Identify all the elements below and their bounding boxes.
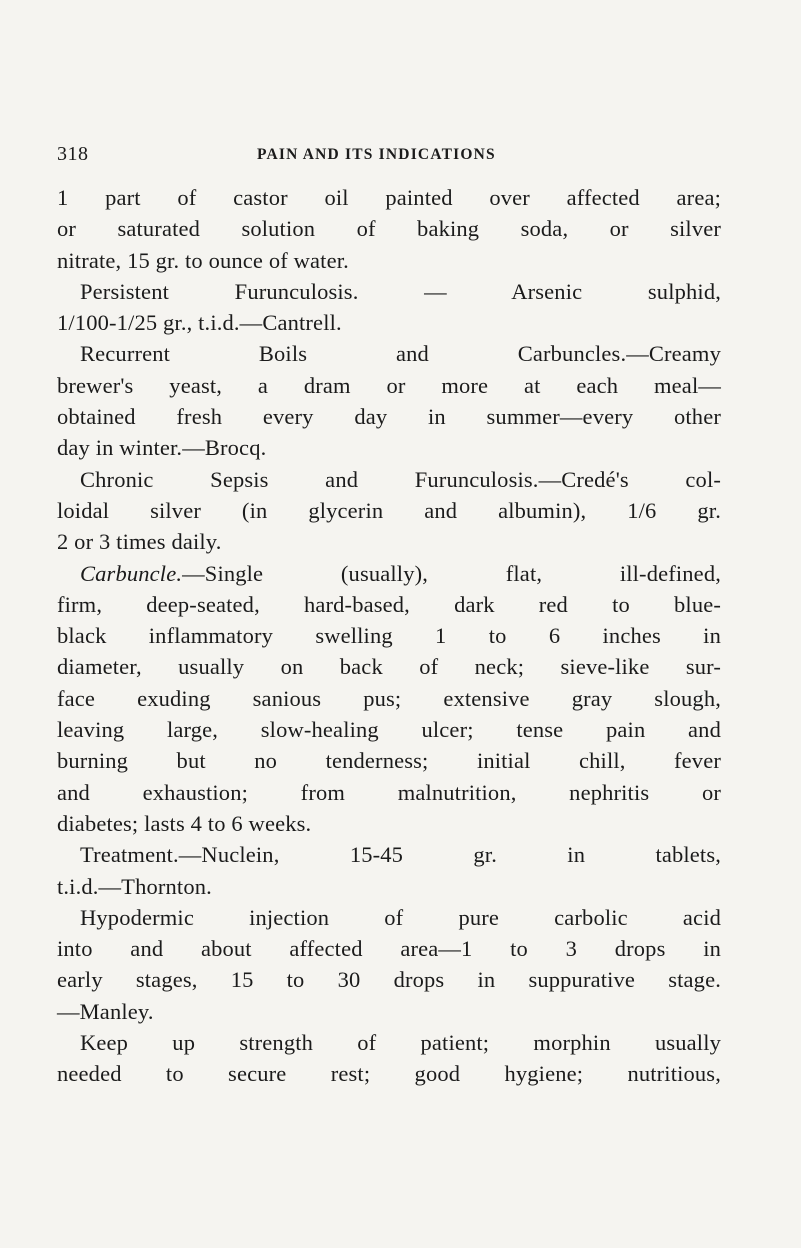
text-line: into and about affected area—1 to 3 drops in: [57, 936, 721, 962]
text-line: burning but no tenderness; initial chill, fever: [57, 748, 721, 774]
text-line: needed to secure rest; good hygiene; nutritious,: [57, 1061, 721, 1087]
text-line: Keep up strength of patient; morphin usually: [80, 1030, 721, 1056]
text-line: and exhaustion; from malnutrition, nephritis or: [57, 779, 721, 805]
page-header: [57, 143, 717, 169]
text-line: Recurrent Boils and Carbuncles.—Creamy: [80, 341, 721, 367]
text-line: 1 part of castor oil painted over affected area;: [57, 185, 721, 210]
text-line: nitrate, 15 gr. to ounce of water.: [57, 247, 349, 273]
text-line: Persistent Furunculosis. — Arsenic sulphid,: [80, 278, 721, 304]
text-line: Chronic Sepsis and Furunculosis.—Credé's col-: [80, 466, 721, 492]
body-text: [57, 182, 721, 1090]
text-line: face exuding sanious pus; extensive gray slough,: [57, 685, 721, 711]
section-heading: Carbuncle.: [80, 560, 183, 586]
running-title: PAIN AND ITS INDICATIONS: [257, 146, 496, 163]
text-line: loidal silver (in glycerin and albumin), 1/6 gr.: [57, 497, 721, 523]
page-number: 318: [57, 143, 89, 165]
text-line: —Manley.: [57, 998, 154, 1024]
text-line: early stages, 15 to 30 drops in suppurative stage.: [57, 967, 721, 993]
text-line: 1/100-1/25 gr., t.i.d.—Cantrell.: [57, 310, 342, 336]
text-line: or saturated solution of baking soda, or silver: [57, 216, 721, 242]
text-line: diabetes; lasts 4 to 6 weeks.: [57, 810, 312, 836]
text-line: diameter, usually on back of neck; sieve-like sur-: [57, 654, 721, 680]
text-line: Hypodermic injection of pure carbolic acid: [80, 904, 721, 930]
text-line: black inflammatory swelling 1 to 6 inches in: [57, 623, 721, 649]
text-line: brewer's yeast, a dram or more at each meal—: [57, 372, 721, 398]
text-line: 2 or 3 times daily.: [57, 529, 222, 555]
text-line: leaving large, slow-healing ulcer; tense pain and: [57, 717, 721, 743]
text-line: t.i.d.—Thornton.: [57, 873, 212, 899]
text-line: Treatment.—Nuclein, 15-45 gr. in tablets,: [80, 842, 721, 868]
text-line: obtained fresh every day in summer—every other: [57, 404, 721, 430]
text-line: [57, 558, 721, 589]
text-line: firm, deep-seated, hard-based, dark red to blue-: [57, 591, 721, 617]
text-line-continuation: —Single (usually), flat, ill-defined,: [182, 560, 721, 586]
text-line: day in winter.—Brocq.: [57, 435, 267, 461]
